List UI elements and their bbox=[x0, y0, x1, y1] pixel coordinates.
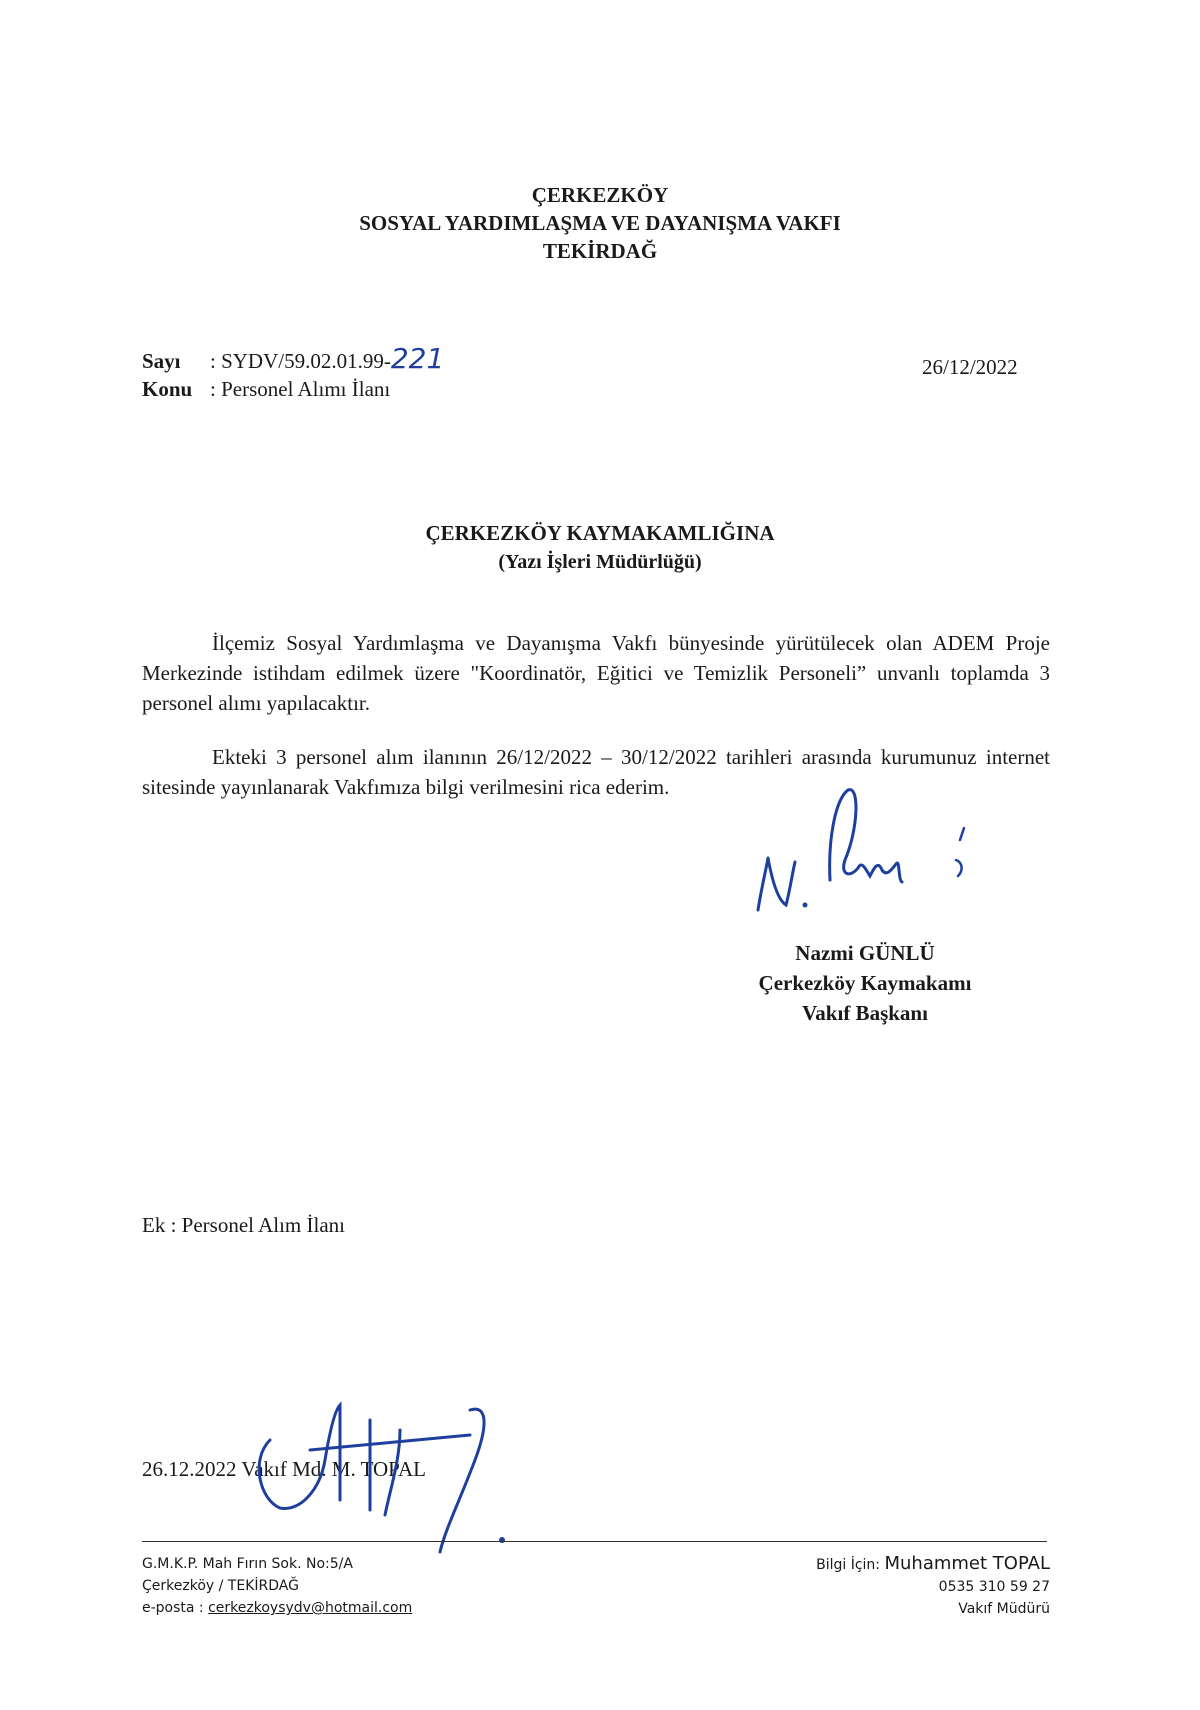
body-paragraph-1: İlçemiz Sosyal Yardımlaşma ve Dayanışma Vakfı bünyesinde yürütülecek olan ADEM Proje Merkezinde istihdam edilmek üzere "Koordinatör, Eğitici ve Temizlik Personeli” unvanlı toplamda 3 personel alımı yapılacaktır. bbox=[142, 631, 1050, 715]
signatory-name: Nazmi GÜNLÜ bbox=[795, 941, 935, 965]
addressee-line1: ÇERKEZKÖY KAYMAKAMLIĞINA bbox=[425, 521, 775, 545]
footer-divider bbox=[142, 1541, 1047, 1542]
footer-address bbox=[142, 1553, 412, 1619]
konu-value: : Personel Alımı İlanı bbox=[210, 377, 391, 401]
signature-graphic bbox=[750, 780, 1010, 960]
org-name-line3: TEKİRDAĞ bbox=[542, 239, 658, 263]
visa-signature-graphic bbox=[240, 1400, 530, 1560]
sayi-label: Sayı bbox=[142, 349, 181, 373]
signatory-title1: Çerkezköy Kaymakamı bbox=[758, 971, 972, 995]
konu-row bbox=[142, 374, 390, 404]
info-row bbox=[816, 1553, 1050, 1576]
signatory-title2: Vakıf Başkanı bbox=[802, 1001, 928, 1025]
visa-line: 26.12.2022 Vakıf Md. M. TOPAL bbox=[142, 1457, 426, 1481]
sayi-value: : SYDV/59.02.01.99- bbox=[210, 349, 391, 373]
attachment-note: Ek : Personel Alım İlanı bbox=[142, 1213, 345, 1237]
email-link[interactable]: cerkezkoysydv@hotmail.com bbox=[208, 1600, 413, 1616]
address-line2: Çerkezköy / TEKİRDAĞ bbox=[142, 1578, 299, 1594]
org-name-line1: ÇERKEZKÖY bbox=[531, 183, 669, 207]
email-label: e-posta : bbox=[142, 1600, 209, 1616]
org-name-line2: SOSYAL YARDIMLAŞMA VE DAYANIŞMA VAKFI bbox=[359, 211, 841, 235]
footer-contact bbox=[816, 1553, 1050, 1620]
info-label: Bilgi İçin: bbox=[816, 1557, 885, 1573]
body-paragraph-2: Ekteki 3 personel alım ilanının 26/12/2022 – 30/12/2022 tarihleri arasında kurumunuz internet sitesinde yayınlanarak Vakfımıza bilgi verilmesini rica ederim. bbox=[142, 745, 1050, 799]
info-name: Muhammet TOPAL bbox=[884, 1553, 1050, 1574]
konu-label: Konu bbox=[142, 377, 193, 401]
email-row bbox=[142, 1597, 412, 1619]
addressee-line2: (Yazı İşleri Müdürlüğü) bbox=[498, 551, 702, 573]
signatory-block bbox=[700, 938, 1030, 1028]
sayi-row bbox=[142, 344, 444, 376]
sayi-handwritten-number: 221 bbox=[390, 342, 445, 375]
contact-role: Vakıf Müdürü bbox=[958, 1601, 1050, 1617]
contact-phone: 0535 310 59 27 bbox=[938, 1579, 1050, 1595]
address-line1: G.M.K.P. Mah Fırın Sok. No:5/A bbox=[142, 1556, 353, 1572]
document-date: 26/12/2022 bbox=[922, 355, 1018, 379]
